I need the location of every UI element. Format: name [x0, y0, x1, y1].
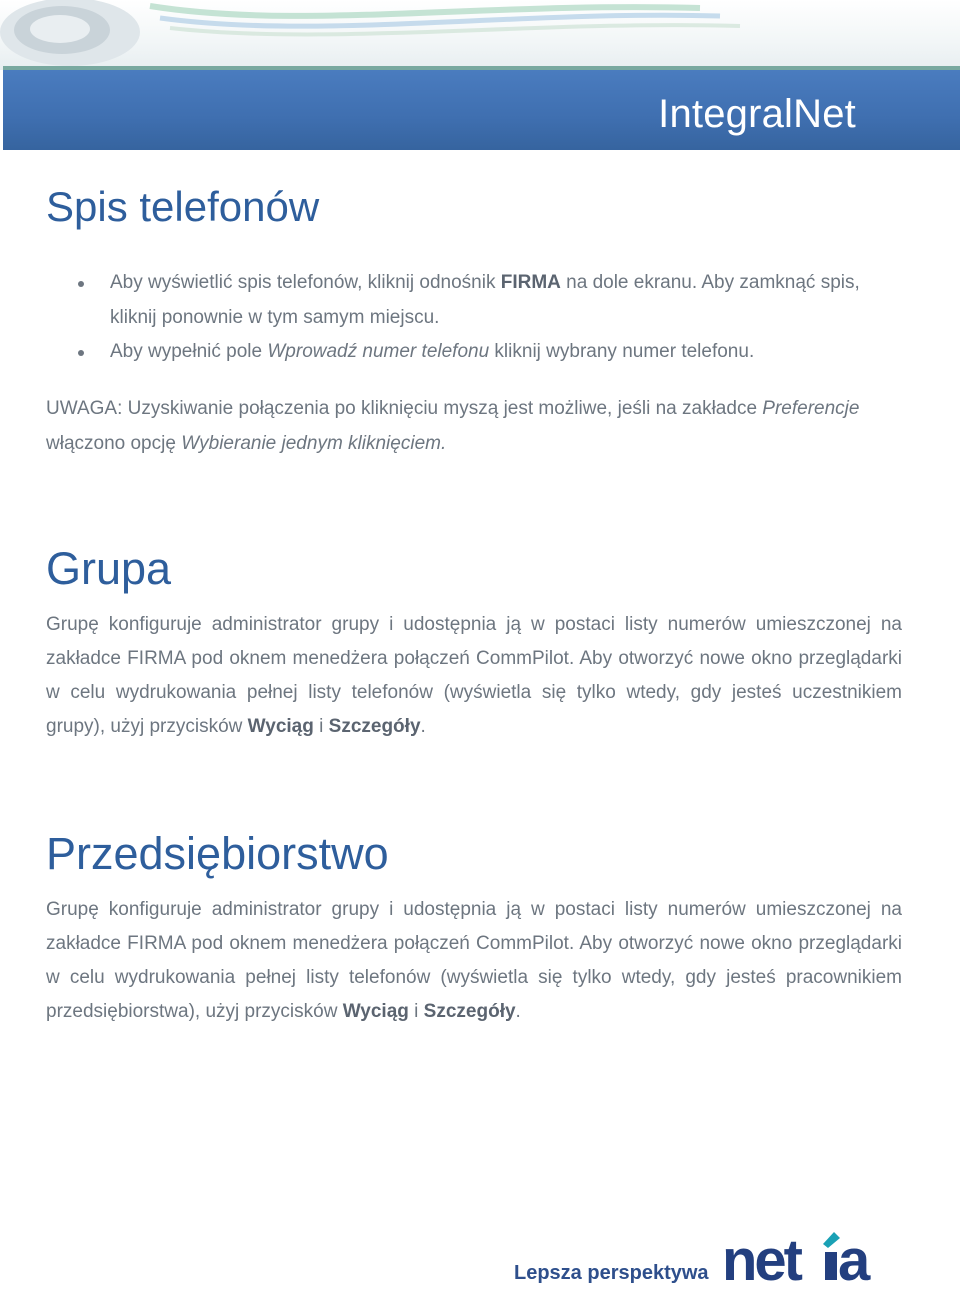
list-item-text: na dole ekranu. Aby zamknąć spis, kliknij ponownie w tym samym miejscu. [110, 272, 860, 328]
list-item-text: kliknij wybrany numer telefonu. [489, 341, 755, 362]
decorative-swoosh [0, 0, 960, 70]
paragraph-text: . [515, 1001, 521, 1022]
grupa-paragraph [46, 608, 902, 744]
list-item-text: Aby wypełnić pole [110, 341, 268, 362]
preferences-tab-name: Preferencje [762, 398, 860, 419]
option-name: Wybieranie jednym kliknięciem. [181, 432, 447, 454]
note-paragraph [46, 392, 906, 461]
brand-title: IntegralNet [658, 92, 856, 136]
header-band [3, 66, 960, 150]
wyciag-keyword: Wyciąg [247, 716, 314, 737]
note-text: UWAGA: Uzyskiwanie połączenia po kliknięciu myszą jest możliwe, jeśli na zakładce [46, 398, 763, 419]
wyciag-keyword: Wyciąg [342, 1001, 409, 1022]
szczegoly-keyword: Szczegóły [328, 716, 421, 737]
firma-keyword: FIRMA [500, 272, 561, 293]
section-title-przedsiebiorstwo: Przedsiębiorstwo [46, 828, 389, 879]
section-title-grupa: Grupa [46, 543, 172, 594]
szczegoly-keyword: Szczegóły [423, 1001, 516, 1022]
bullet-icon [78, 281, 84, 287]
svg-text:a: a [838, 1230, 871, 1286]
paragraph-text: Grupę konfiguruje administrator grupy i udostępnia ją w postaci listy numerów umieszczonej na zakładce FIRMA pod oknem menedżera połączeń CommPilot. Aby otworzyć nowe okno przeglądarki w celu wydrukowania pełnej listy telefonów (wyświetla się tylko wtedy, gdy jesteś uczestnikiem grupy), użyj przycisków [46, 614, 902, 737]
paragraph-text: i [408, 1001, 424, 1022]
list-item [46, 335, 906, 370]
przedsiebiorstwo-paragraph [46, 893, 902, 1029]
header-decoration [0, 0, 960, 70]
bullet-icon [78, 350, 84, 356]
svg-text:net: net [722, 1230, 800, 1286]
instructions-list [46, 266, 906, 370]
field-name: Wprowadź numer telefonu [267, 341, 490, 362]
paragraph-text: i [313, 716, 329, 737]
netia-logo [722, 1230, 880, 1286]
section-title-spis: Spis telefonów [46, 183, 320, 230]
list-item-text: Aby wyświetlić spis telefonów, kliknij odnośnik [110, 272, 501, 293]
footer-slogan: Lepsza perspektywa [514, 1262, 709, 1284]
note-text: włączono opcję [46, 432, 182, 454]
paragraph-text: . [420, 716, 426, 737]
paragraph-text: Grupę konfiguruje administrator grupy i udostępnia ją w postaci listy numerów umieszczonej na zakładce FIRMA pod oknem menedżera połączeń CommPilot. Aby otworzyć nowe okno przeglądarki w celu wydrukowania pełnej listy telefonów (wyświetla się tylko wtedy, gdy jesteś pracownikiem przedsiębiorstwa), użyj przycisków [46, 899, 902, 1022]
list-item [46, 266, 906, 335]
